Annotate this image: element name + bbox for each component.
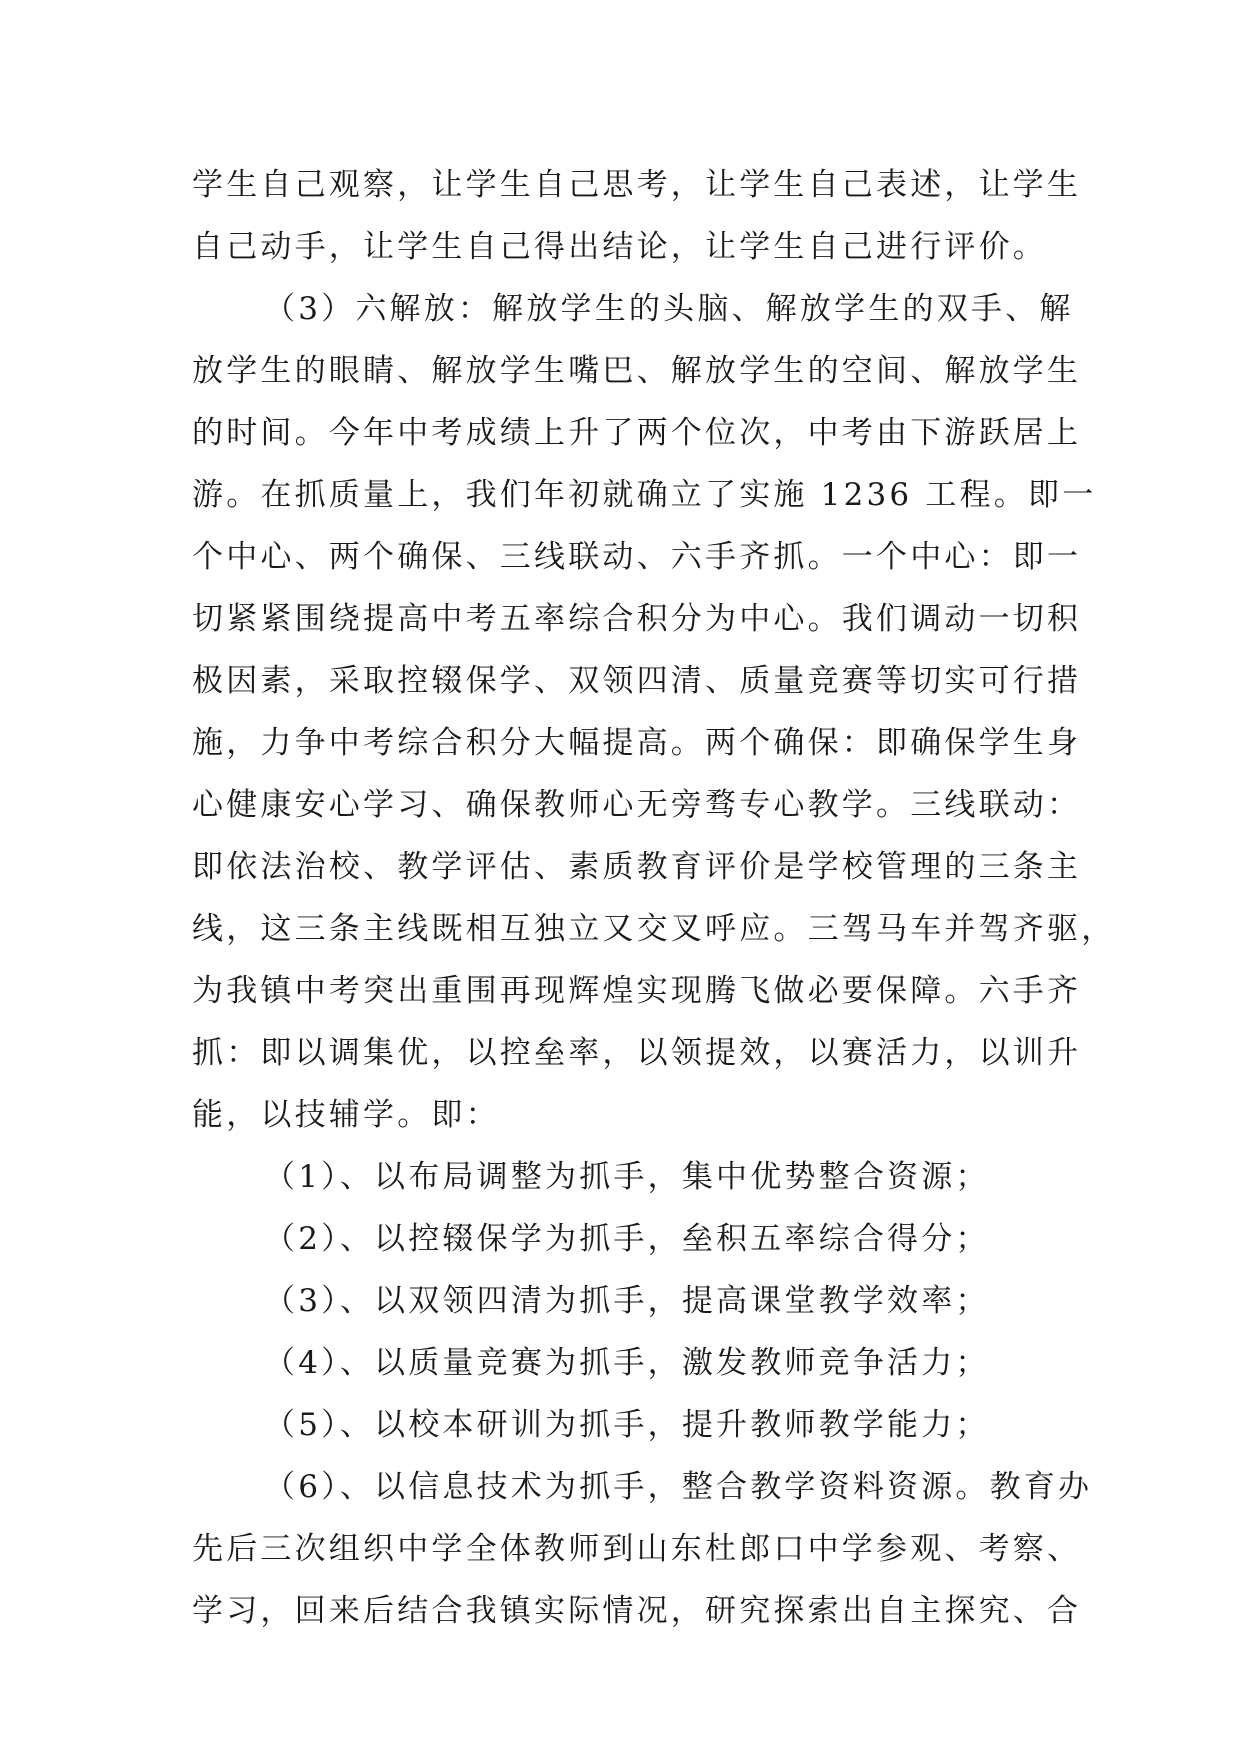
text-line: 学习，回来后结合我镇实际情况，研究探索出自主探究、合 [192, 1593, 1082, 1629]
text-line: 极因素，采取控辍保学、双领四清、质量竞赛等切实可行措 [192, 663, 1082, 699]
text-line: 游。在抓质量上，我们年初就确立了实施 1236 工程。即一 [192, 477, 1097, 513]
text-line: 个中心、两个确保、三线联动、六手齐抓。一个中心：即一 [192, 539, 1082, 575]
text-line: 即依法治校、教学评估、素质教育评价是学校管理的三条主 [192, 849, 1082, 885]
text-line: 线，这三条主线既相互独立又交叉呼应。三驾马车并驾齐驱， [192, 911, 1116, 947]
text-line: 自己动手，让学生自己得出结论，让学生自己进行评价。 [192, 229, 1047, 265]
text-line: （3）、以双领四清为抓手，提高课堂教学效率； [264, 1283, 990, 1319]
body-text [192, 154, 1116, 1642]
text-line: （4）、以质量竞赛为抓手，激发教师竞争活力； [264, 1345, 990, 1381]
text-line: （3）六解放：解放学生的头脑、解放学生的双手、解 [264, 291, 1074, 327]
text-line: （5）、以校本研训为抓手，提升教师教学能力； [264, 1407, 990, 1443]
text-line: 的时间。今年中考成绩上升了两个位次，中考由下游跃居上 [192, 415, 1082, 451]
text-line: 抓：即以调集优，以控垒率，以领提效，以赛活力，以训升 [192, 1035, 1082, 1071]
text-line: 心健康安心学习、确保教师心无旁骛专心教学。三线联动： [192, 787, 1082, 823]
text-line: 为我镇中考突出重围再现辉煌实现腾飞做必要保障。六手齐 [192, 973, 1082, 1009]
text-line: 先后三次组织中学全体教师到山东杜郎口中学参观、考察、 [192, 1531, 1082, 1567]
text-line: 学生自己观察，让学生自己思考，让学生自己表述，让学生 [192, 167, 1082, 203]
text-line: 能，以技辅学。即： [192, 1097, 500, 1133]
text-line: 切紧紧围绕提高中考五率综合积分为中心。我们调动一切积 [192, 601, 1082, 637]
text-line: （6）、以信息技术为抓手，整合教学资料资源。教育办 [264, 1469, 1093, 1505]
text-line: （1）、以布局调整为抓手，集中优势整合资源； [264, 1159, 990, 1195]
text-line: 施，力争中考综合积分大幅提高。两个确保：即确保学生身 [192, 725, 1082, 761]
text-line: 放学生的眼睛、解放学生嘴巴、解放学生的空间、解放学生 [192, 353, 1082, 389]
text-line: （2）、以控辍保学为抓手，垒积五率综合得分； [264, 1221, 990, 1257]
